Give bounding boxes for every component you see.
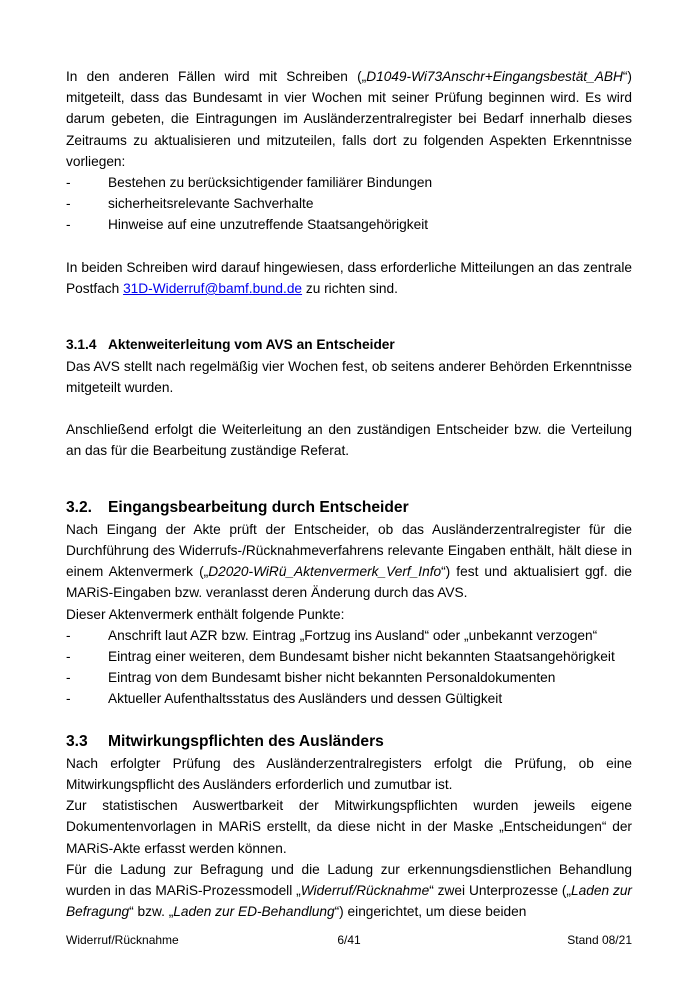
aspects-list bbox=[66, 172, 632, 236]
section-number: 3.1.4 bbox=[66, 337, 97, 353]
paragraph: Zur statistischen Auswertbarkeit der Mitwirkungspflichten wurden jeweils eigene Dokumentenvorlagen in MARiS erstellt, da diese nicht in der Maske „Entscheidungen“ der MARiS-Akte erfasst werden können. bbox=[66, 798, 632, 856]
section-title: Aktenweiterleitung vom AVS an Entscheider bbox=[108, 337, 395, 353]
intro-text-start: In den anderen Fällen wird mit Schreiben („ bbox=[66, 69, 367, 84]
email-link[interactable]: 31D-Widerruf@bamf.bund.de bbox=[123, 281, 303, 297]
section-heading-3-3 bbox=[66, 731, 632, 753]
paragraph: Anschließend erfolgt die Weiterleitung an den zuständigen Entscheider bzw. die Verteilung an das für die Bearbeitung zuständige Referat. bbox=[66, 422, 632, 459]
spacer bbox=[66, 462, 632, 483]
section-heading-3-1-4 bbox=[66, 334, 632, 355]
template-reference: D1049-Wi73Anschr+Eingangsbestät_ABH bbox=[366, 69, 623, 84]
paragraph: Nach erfolgter Prüfung des Ausländerzentralregisters erfolgt die Prüfung, ob eine Mitwirkungspflicht des Ausländers erforderlich und zumutbar ist. bbox=[66, 755, 632, 793]
list-item: - Eintrag von dem Bundesamt bisher nicht bekannten Personaldokumenten bbox=[66, 667, 632, 688]
spacer bbox=[66, 299, 632, 320]
list-item: - Hinweise auf eine unzutreffende Staatsangehörigkeit bbox=[66, 214, 632, 235]
process-name: Widerruf/Rücknahme bbox=[300, 883, 430, 899]
spacer bbox=[66, 236, 632, 257]
document-body bbox=[66, 66, 632, 922]
paragraph bbox=[66, 859, 632, 923]
paragraph-text: Für die Ladung zur Befragung und die Ladung zur erkennungsdienstlichen Behandlung wurden in das MARiS-Prozessmodell „ bbox=[66, 861, 632, 899]
spacer bbox=[66, 320, 632, 334]
mail-paragraph bbox=[66, 257, 632, 299]
memo-points-list bbox=[66, 625, 632, 710]
subprocess-name: Laden zur Befragung bbox=[66, 883, 632, 920]
paragraph-text: “) eingerichtet, um diese beiden bbox=[334, 904, 527, 920]
page-number: 6/41 bbox=[337, 933, 361, 947]
paragraph-text: “) fest und aktualisiert ggf. die MARiS-Eingaben bzw. veranlasst deren Änderung durch das AVS. bbox=[66, 564, 632, 601]
paragraph-text: Nach Eingang der Akte prüft der Entscheider, ob das Ausländerzentralregister für die Durchführung des Widerrufs-/Rücknahmeverfahrens relevante Eingaben enthält, hält diese in einem Aktenvermerk („ bbox=[66, 521, 632, 580]
paragraph-text: “ zwei Unterprozesse („ bbox=[429, 883, 571, 899]
paragraph bbox=[66, 519, 632, 604]
spacer bbox=[66, 710, 632, 731]
section-title: Mitwirkungspflichten des Ausländers bbox=[108, 732, 384, 750]
list-item: - Anschrift laut AZR bzw. Eintrag „Fortzug ins Ausland“ oder „unbekannt verzogen“ bbox=[66, 625, 632, 646]
subprocess-name: Laden zur ED-Behandlung bbox=[173, 904, 335, 920]
list-item: - Bestehen zu berücksichtigender familiärer Bindungen bbox=[66, 172, 632, 193]
section-title: Eingangsbearbeitung durch Entscheider bbox=[108, 498, 409, 516]
paragraph-text: “ bzw. „ bbox=[129, 904, 174, 920]
list-item: - sicherheitsrelevante Sachverhalte bbox=[66, 193, 632, 214]
footer-title: Widerruf/Rücknahme bbox=[66, 933, 179, 947]
paragraph: Dieser Aktenvermerk enthält folgende Punkte: bbox=[66, 606, 345, 622]
mail-text-end: zu richten sind. bbox=[302, 281, 398, 297]
mail-text-start: In beiden Schreiben wird darauf hingewiesen, dass erforderliche Mitteilungen an das zentrale Postfach bbox=[66, 259, 632, 297]
intro-paragraph bbox=[66, 66, 632, 172]
section-number: 3.3 bbox=[66, 732, 88, 750]
footer-version: Stand 08/21 bbox=[567, 933, 632, 947]
paragraph: Das AVS stellt nach regelmäßig vier Wochen fest, ob seitens anderer Behörden Erkenntnisse mitgeteilt wurden. bbox=[66, 358, 632, 395]
intro-text-end: “) mitgeteilt, dass das Bundesamt in vier Wochen mit seiner Prüfung beginnen wird. Es wird darum gebeten, die Eintragungen im Ausländerzentralregister bei Bedarf innerhalb dieses Zeitraums zu aktualisieren und mitzuteilen, falls dort zu folgenden Aspekten Erkenntnisse vorliegen: bbox=[66, 69, 632, 169]
section-heading-3-2 bbox=[66, 497, 632, 519]
list-item: - Aktueller Aufenthaltsstatus des Ausländers und dessen Gültigkeit bbox=[66, 688, 632, 709]
template-reference: D2020-WiRü_Aktenvermerk_Verf_Info bbox=[208, 564, 442, 580]
section-number: 3.2. bbox=[66, 498, 93, 516]
list-item: - Eintrag einer weiteren, dem Bundesamt bisher nicht bekannten Staatsangehörigkeit bbox=[66, 646, 632, 667]
spacer bbox=[66, 483, 632, 497]
spacer bbox=[66, 398, 632, 419]
